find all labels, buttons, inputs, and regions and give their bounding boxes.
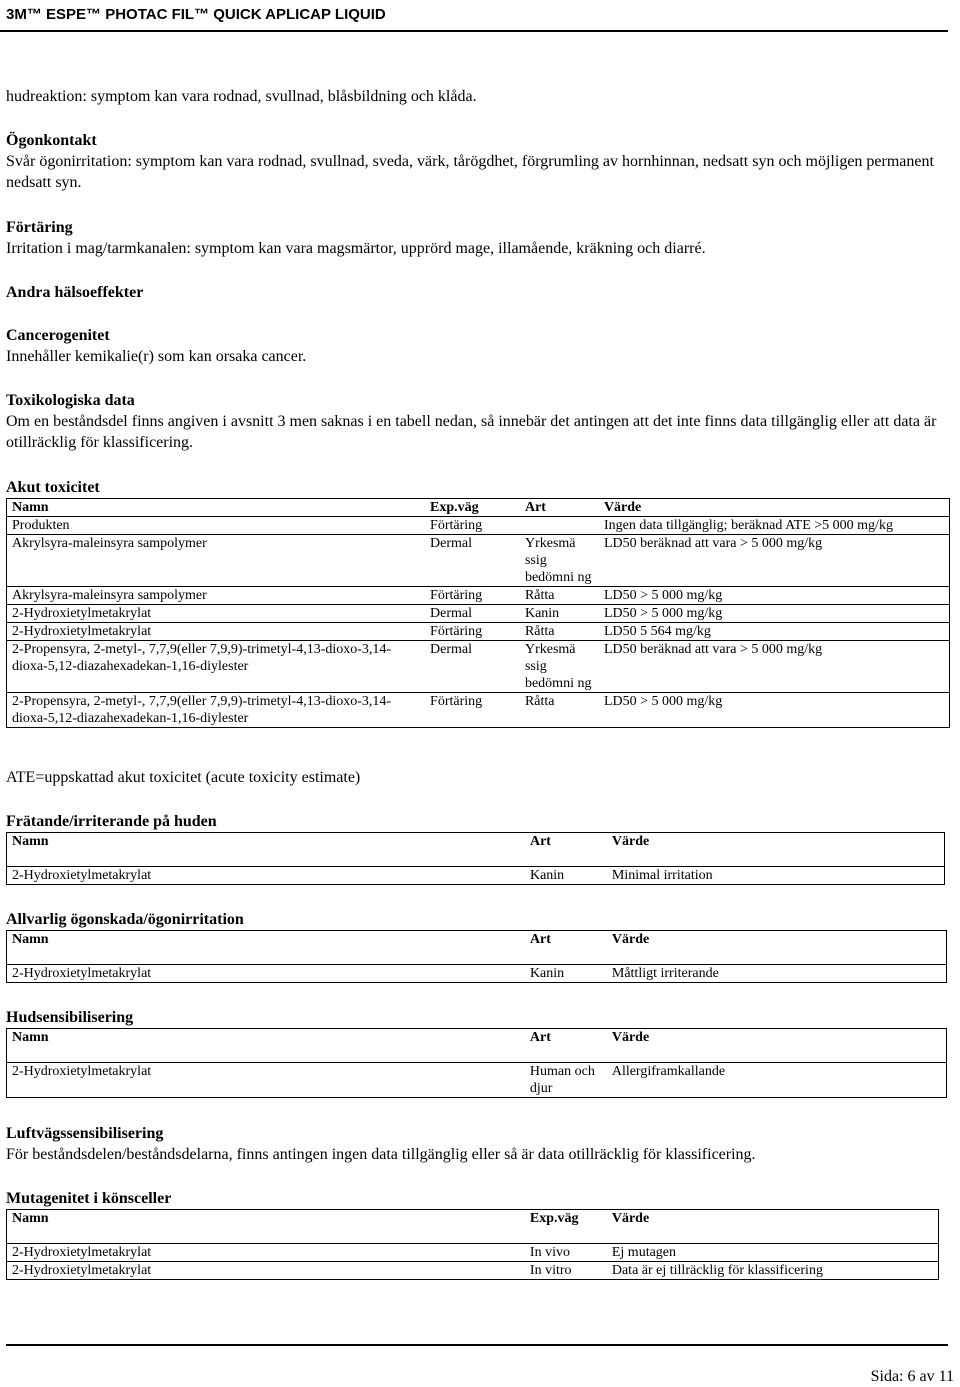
table-row [7,641,950,693]
column-header: Namn [7,1210,525,1244]
table-cell: In vivo [525,1244,607,1262]
carcinogenicity-text: Innehåller kemikalie(r) som kan orsaka cancer. [6,348,307,365]
table-cell: In vitro [525,1262,607,1280]
eye-contact-heading: Ögonkontakt [6,132,97,149]
eye-contact-text: Svår ögonirritation: symptom kan vara rodnad, svullnad, sveda, värk, tårögdhet, förgrumling av hornhinnan, nedsatt syn och möjligen permanent nedsatt syn. [6,153,934,191]
table-row [7,1063,947,1098]
table-cell: 2-Propensyra, 2-metyl-, 7,7,9(eller 7,9,9)-trimetyl-4,13-dioxo-3,14-dioxa-5,12-diazahexadekan-1,16-diylester [7,693,426,728]
skin-sensitization-table [6,1028,947,1098]
table-cell: Allergiframkallande [607,1063,947,1098]
table-cell: Data är ej tillräcklig för klassificering [607,1262,939,1280]
skin-sensitization-heading: Hudsensibilisering [6,1009,134,1026]
table-row [7,623,950,641]
acute-toxicity-heading: Akut toxicitet [6,479,100,496]
column-header: Värde [607,931,947,965]
table-cell: Kanin [520,605,599,623]
table-cell: Dermal [425,641,520,693]
column-header: Art [520,499,599,517]
respiratory-sensitization-text: För beståndsdelen/beståndsdelarna, finns antingen ingen data tillgänglig eller så är data otillräcklig för klassificering. [6,1146,756,1163]
table-cell: 2-Hydroxietylmetakrylat [7,1244,525,1262]
column-header: Namn [7,499,426,517]
table-cell: LD50 > 5 000 mg/kg [599,693,950,728]
table-cell: Human och djur [525,1063,607,1098]
table-row [7,1262,939,1280]
eye-damage-heading: Allvarlig ögonskada/ögonirritation [6,911,244,928]
table-cell [520,517,599,535]
document-header: 3M™ ESPE™ PHOTAC FIL™ QUICK APLICAP LIQUID [6,6,386,23]
header-rule [0,30,948,32]
table-cell: Råtta [520,623,599,641]
page-number: Sida: 6 av 11 [870,1368,954,1385]
table-cell: Dermal [425,605,520,623]
table-row [7,517,950,535]
table-cell: 2-Propensyra, 2-metyl-, 7,7,9(eller 7,9,9)-trimetyl-4,13-dioxo-3,14-dioxa-5,12-diazahexadekan-1,16-diylester [7,641,426,693]
skin-corrosion-heading: Frätande/irriterande på huden [6,813,217,830]
table-cell: LD50 5 564 mg/kg [599,623,950,641]
table-cell: Måttligt irriterande [607,965,947,983]
ate-note: ATE=uppskattad akut toxicitet (acute toxicity estimate) [6,769,361,786]
table-cell: Produkten [7,517,426,535]
ingestion-text: Irritation i mag/tarmkanalen: symptom kan vara magsmärtor, upprörd mage, illamående, kräkning och diarré. [6,240,706,257]
column-header: Exp.väg [525,1210,607,1244]
column-header: Värde [607,1210,939,1244]
column-header: Namn [7,931,525,965]
ingestion-heading: Förtäring [6,219,73,236]
table-header-row [7,499,950,517]
column-header: Art [525,1029,607,1063]
table-cell: 2-Hydroxietylmetakrylat [7,605,426,623]
table-cell: Förtäring [425,517,520,535]
eye-damage-table [6,930,947,983]
table-row [7,587,950,605]
table-cell: Ingen data tillgänglig; beräknad ATE >5 000 mg/kg [599,517,950,535]
skin-corrosion-table [6,832,945,885]
toxicology-heading: Toxikologiska data [6,392,135,409]
table-cell: Förtäring [425,587,520,605]
acute-toxicity-table [6,498,950,728]
table-cell: Råtta [520,587,599,605]
table-cell: Ej mutagen [607,1244,939,1262]
table-row [7,965,947,983]
table-cell: LD50 beräknad att vara > 5 000 mg/kg [599,535,950,587]
column-header: Värde [607,1029,947,1063]
other-health-effects-heading: Andra hälsoeffekter [6,284,144,301]
table-cell: Förtäring [425,693,520,728]
table-cell: LD50 > 5 000 mg/kg [599,587,950,605]
table-row [7,535,950,587]
toxicology-text: Om en beståndsdel finns angiven i avsnitt 3 men saknas i en tabell nedan, så innebär det antingen att det inte finns data tillgänglig eller att data är otillräcklig för klassificering. [6,413,937,451]
table-row [7,693,950,728]
table-row [7,1244,939,1262]
column-header: Art [525,833,607,867]
column-header: Värde [599,499,950,517]
germ-cell-mutagenicity-table [6,1209,939,1280]
table-row [7,605,950,623]
table-header-row [7,931,947,965]
respiratory-sensitization-heading: Luftvägssensibilisering [6,1125,164,1142]
table-cell: LD50 beräknad att vara > 5 000 mg/kg [599,641,950,693]
table-row [7,867,945,885]
table-cell: Kanin [525,965,607,983]
table-cell: Dermal [425,535,520,587]
germ-cell-mutagenicity-heading: Mutagenitet i könsceller [6,1190,172,1207]
column-header: Namn [7,1029,525,1063]
table-cell: Akrylsyra-maleinsyra sampolymer [7,535,426,587]
table-header-row [7,1029,947,1063]
table-cell: 2-Hydroxietylmetakrylat [7,623,426,641]
column-header: Exp.väg [425,499,520,517]
table-header-row [7,1210,939,1244]
carcinogenicity-heading: Cancerogenitet [6,327,110,344]
column-header: Värde [607,833,945,867]
skin-reaction-text: hudreaktion: symptom kan vara rodnad, svullnad, blåsbildning och klåda. [6,88,477,105]
table-cell: 2-Hydroxietylmetakrylat [7,965,525,983]
table-cell: Förtäring [425,623,520,641]
column-header: Namn [7,833,525,867]
table-cell: Yrkesmä ssig bedömni ng [520,641,599,693]
table-cell: Akrylsyra-maleinsyra sampolymer [7,587,426,605]
table-cell: Yrkesmä ssig bedömni ng [520,535,599,587]
table-cell: Kanin [525,867,607,885]
table-cell: LD50 > 5 000 mg/kg [599,605,950,623]
table-cell: Råtta [520,693,599,728]
table-cell: 2-Hydroxietylmetakrylat [7,867,525,885]
table-cell: 2-Hydroxietylmetakrylat [7,1063,525,1098]
table-cell: 2-Hydroxietylmetakrylat [7,1262,525,1280]
column-header: Art [525,931,607,965]
table-cell: Minimal irritation [607,867,945,885]
footer-rule [6,1344,948,1346]
table-header-row [7,833,945,867]
